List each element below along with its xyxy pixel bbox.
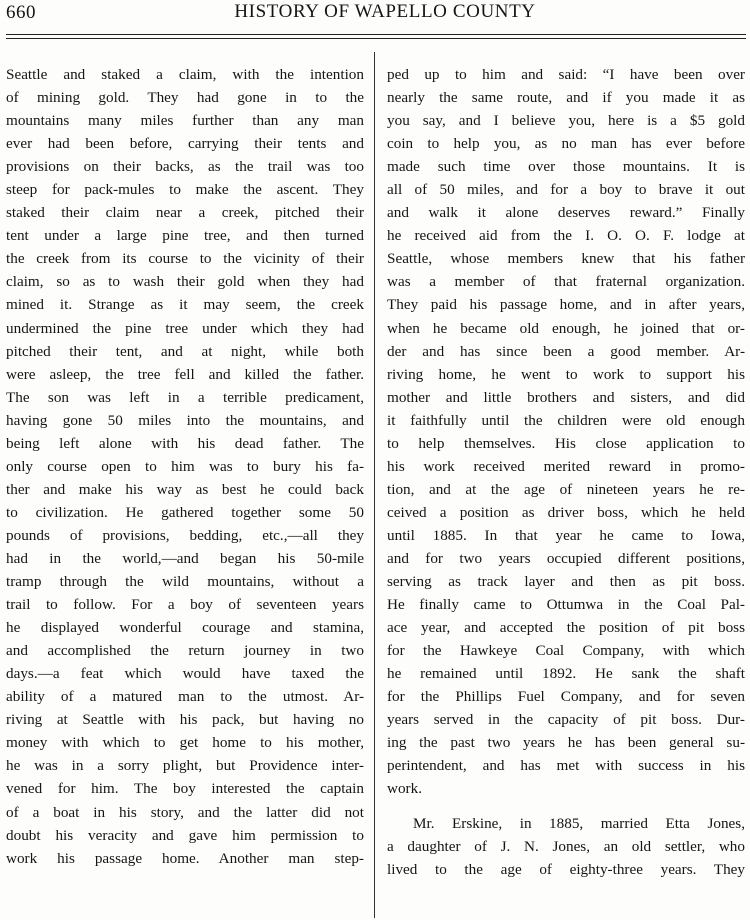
text-line: vened for him. The boy interested the captain xyxy=(6,780,364,798)
text-line: ace year, and accepted the position of pit boss xyxy=(387,619,745,637)
text-line: doubt his veracity and gave him permission to xyxy=(6,826,364,844)
text-line: days.—a feat which would have taxed the xyxy=(6,665,364,683)
text-line: pitched their tent, and at night, while both xyxy=(6,342,364,360)
text-line: and accomplished the return journey in two xyxy=(6,642,364,660)
text-line: ever had been before, carrying their tents and xyxy=(6,135,364,153)
text-line: ing the past two years he has been general su- xyxy=(387,734,745,752)
text-line: tion, and at the age of nineteen years he re- xyxy=(387,480,745,498)
text-line: steep for pack-mules to make the ascent. They xyxy=(6,181,364,199)
text-line: They paid his passage home, and in after years, xyxy=(387,296,745,314)
text-line: only course open to him was to bury his fa- xyxy=(6,457,364,475)
header-rule-bottom xyxy=(6,38,746,39)
text-line: when he became old enough, he joined that or- xyxy=(387,319,745,337)
text-line: and for two years occupied different positions, xyxy=(387,549,745,567)
text-line: coin to help you, as no man has ever before xyxy=(387,135,745,153)
text-line: a daughter of J. N. Jones, an old settler, who xyxy=(387,837,745,855)
text-line: riving at Seattle with his pack, but having no xyxy=(6,711,364,729)
text-line: tent under a large pine tree, and then turned xyxy=(6,227,364,245)
text-line: ped up to him and said: “I have been over xyxy=(387,66,745,83)
column-divider xyxy=(374,52,375,918)
text-line: being left alone with his dead father. The xyxy=(6,434,364,452)
text-line: The son was left in a terrible predicament, xyxy=(6,388,364,406)
text-line: work. xyxy=(387,780,423,798)
text-line: until 1885. In that year he came to Iowa, xyxy=(387,526,745,544)
text-line: had in the world,—and began his 50-mile xyxy=(6,549,364,567)
text-line: to civilization. He gathered together some 50 xyxy=(6,503,364,521)
text-line: nearly the same route, and if you made it as xyxy=(387,89,745,107)
text-line: money with which to get home to his mother, xyxy=(6,734,364,752)
text-line: for the Phillips Fuel Company, and for seven xyxy=(387,688,745,706)
text-line: of mining gold. They had gone in to the xyxy=(6,89,364,107)
text-line: tramp through the wild mountains, without a xyxy=(6,573,364,591)
text-line: he remained until 1892. He sank the shaft xyxy=(387,665,745,683)
text-line: der and has since been a good member. Ar- xyxy=(387,342,745,360)
text-line: mother and little brothers and sisters, and did xyxy=(387,388,745,406)
text-line: pounds of provisions, bedding, etc.,—all they xyxy=(6,526,364,544)
left-text-column xyxy=(6,63,364,870)
text-line: He finally came to Ottumwa in the Coal Pal- xyxy=(387,596,745,614)
text-line: to help themselves. His close application to xyxy=(387,434,745,452)
running-title: HISTORY OF WAPELLO COUNTY xyxy=(234,1,536,22)
text-line: years served in the capacity of pit boss. Dur- xyxy=(387,711,745,729)
text-line: lived to the age of eighty-three years. They xyxy=(387,860,745,878)
text-line: provisions on their backs, as the trail was too xyxy=(6,158,364,176)
text-line: was a member of that fraternal organization. xyxy=(387,273,745,291)
text-line: ceived a position as driver boss, which he held xyxy=(387,503,745,521)
text-line: he was in a sorry plight, but Providence inter- xyxy=(6,757,364,775)
text-line: you say, and I believe you, here is a $5 gold xyxy=(387,112,745,130)
text-line: riving home, he went to work to support his xyxy=(387,365,745,383)
text-line: the creek from its course to the vicinity of their xyxy=(6,250,364,268)
text-line: work his passage home. Another man step- xyxy=(6,849,364,867)
text-line: all of 50 miles, and for a boy to brave it out xyxy=(387,181,745,199)
text-line: mined it. Strange as it may seem, the creek xyxy=(6,296,364,314)
text-line: were asleep, the tree fell and killed the father. xyxy=(6,365,364,383)
text-line: it faithfully until the children were old enough xyxy=(387,411,745,429)
text-line: he received aid from the I. O. O. F. lodge at xyxy=(387,227,745,245)
text-line: having gone 50 miles into the mountains, and xyxy=(6,411,364,429)
page-header xyxy=(0,0,750,30)
page-number: 660 xyxy=(6,2,36,23)
text-line: undermined the pine tree under which they had xyxy=(6,319,364,337)
text-line: perintendent, and has met with success in his xyxy=(387,757,745,775)
text-line: serving as track layer and then as pit boss. xyxy=(387,573,745,591)
text-line: for the Hawkeye Coal Company, with which xyxy=(387,642,745,660)
text-line: claim, so as to wash their gold when they had xyxy=(6,273,364,291)
text-line: mountains many miles further than any man xyxy=(6,112,364,130)
text-line: his work received merited reward in promo- xyxy=(387,457,745,475)
text-line: and walk it alone deserves reward.” Finally xyxy=(387,204,745,222)
text-line: Seattle, whose members knew that his father xyxy=(387,250,745,268)
header-rule-top xyxy=(6,34,746,35)
right-text-column xyxy=(387,63,745,881)
text-line: Seattle and staked a claim, with the intention xyxy=(6,66,364,83)
text-line: ther and make his way as best he could back xyxy=(6,480,364,498)
paragraph-gap xyxy=(387,801,745,812)
text-line: trail to follow. For a boy of seventeen years xyxy=(6,596,364,614)
text-line: he displayed wonderful courage and stamina, xyxy=(6,619,364,637)
text-line: staked their claim near a creek, pitched their xyxy=(6,204,364,222)
text-line: ability of a matured man to the utmost. Ar- xyxy=(6,688,364,706)
text-line: Mr. Erskine, in 1885, married Etta Jones, xyxy=(413,814,745,832)
text-line: made such time over those mountains. It is xyxy=(387,158,745,176)
text-line: of a boat in his story, and the latter did not xyxy=(6,803,364,821)
